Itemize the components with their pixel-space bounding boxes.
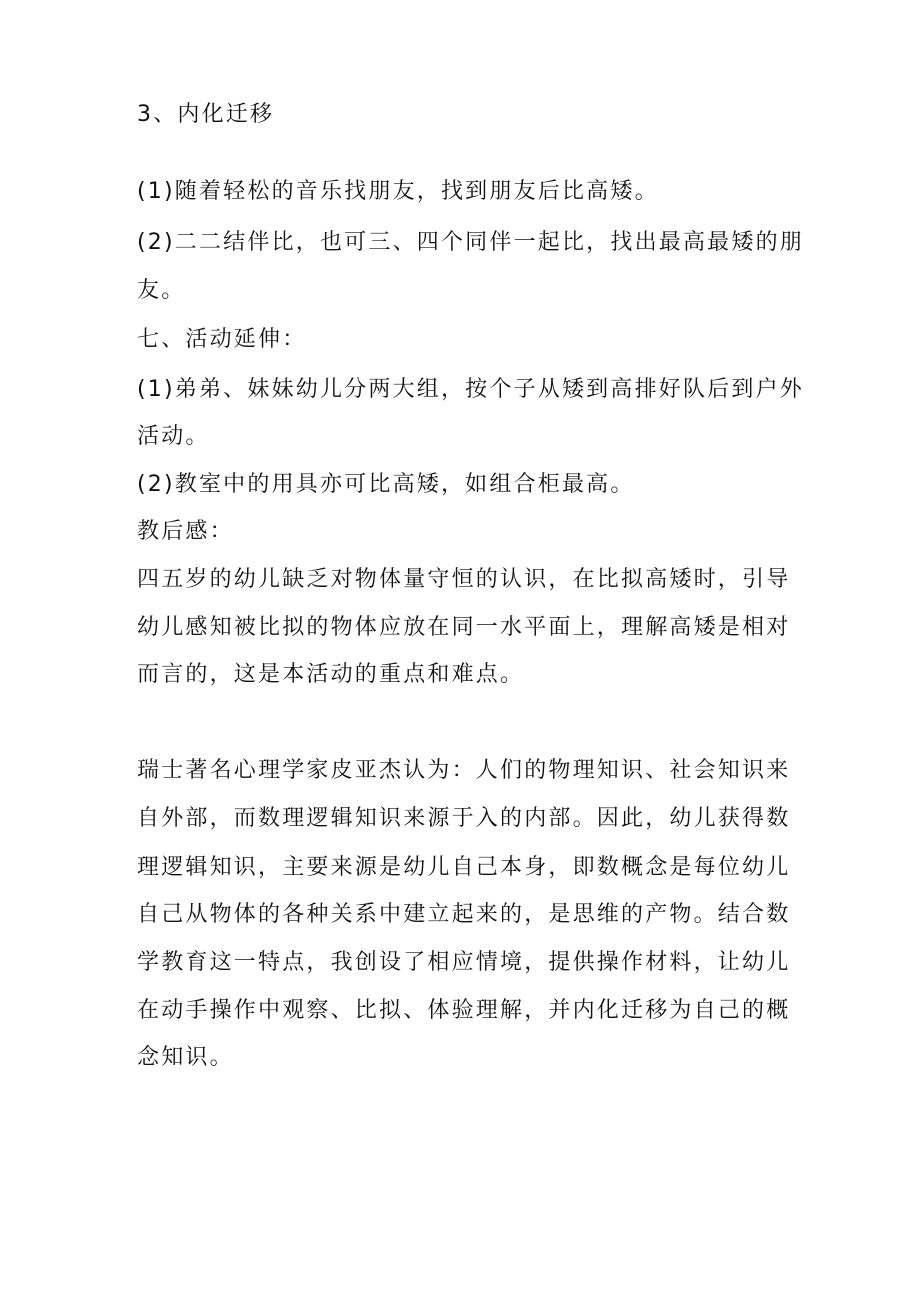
section-heading: 3、内化迁移: [137, 102, 275, 127]
text-line: 而言的，这是本活动的重点和难点。: [137, 662, 525, 687]
text-line: 在动手操作中观察、比拟、体验理解，并内化迁移为自己的概: [137, 998, 791, 1023]
section-heading: 教后感：: [137, 519, 234, 544]
text-line: 幼儿感知被比拟的物体应放在同一水平面上，理解高矮是相对: [137, 615, 791, 640]
text-line: (2)二二结伴比，也可三、四个同伴一起比，找出最高最矮的朋: [137, 230, 804, 255]
text-line: 念知识。: [137, 1045, 234, 1070]
text-line: (1)弟弟、妹妹幼儿分两大组，按个子从矮到高排好队后到户外: [137, 377, 804, 402]
text-line: 四五岁的幼儿缺乏对物体量守恒的认识，在比拟高矮时，引导: [137, 567, 791, 592]
text-line: 学教育这一特点，我创设了相应情境，提供操作材料，让幼儿: [137, 950, 791, 975]
text-line: 瑞士著名心理学家皮亚杰认为：人们的物理知识、社会知识来: [137, 758, 791, 783]
text-line: 自外部，而数理逻辑知识来源于入的内部。因此，幼儿获得数: [137, 806, 791, 831]
text-line: 理逻辑知识，主要来源是幼儿自己本身，即数概念是每位幼儿: [137, 855, 791, 880]
text-line: 友。: [137, 278, 186, 303]
section-heading: 七、活动延伸：: [137, 327, 307, 352]
text-line: (2)教室中的用具亦可比高矮，如组合柜最高。: [137, 472, 635, 497]
text-line: (1)随着轻松的音乐找朋友，找到朋友后比高矮。: [137, 179, 659, 204]
text-line: 活动。: [137, 424, 210, 449]
text-line: 自己从物体的各种关系中建立起来的，是思维的产物。结合数: [137, 902, 791, 927]
